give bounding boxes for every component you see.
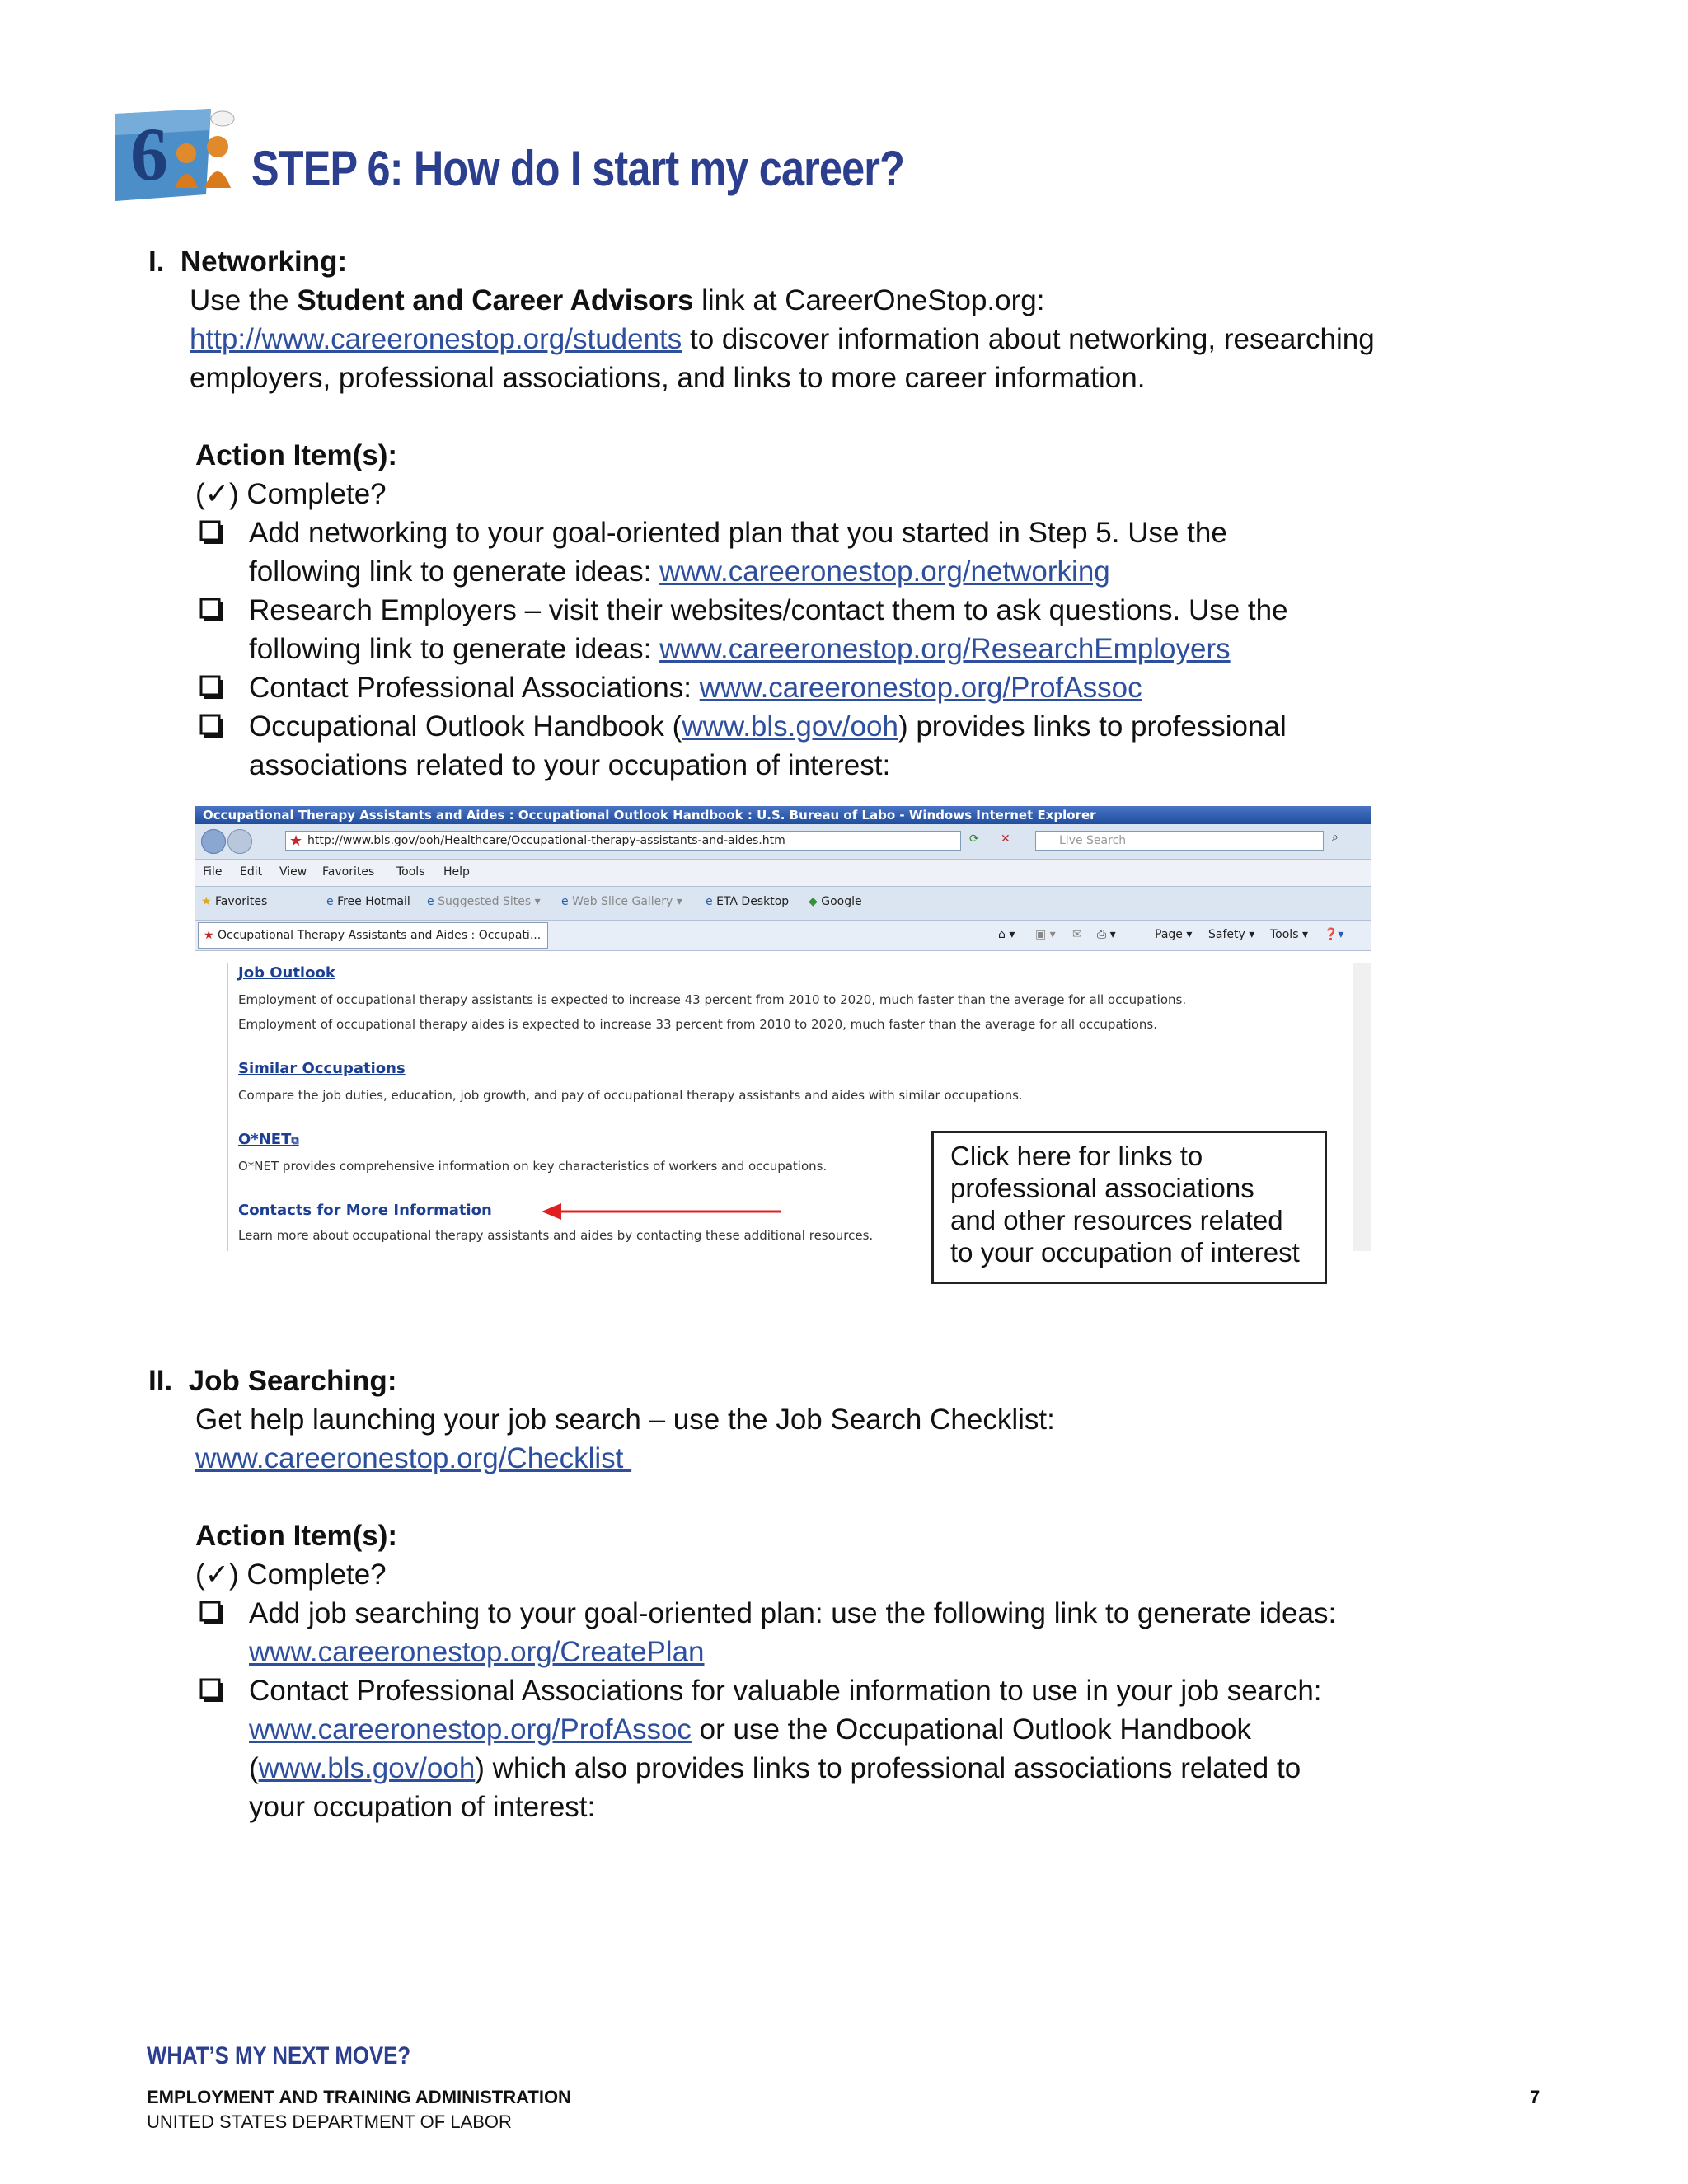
networking-link[interactable]: www.careeronestop.org/networking	[659, 555, 1110, 588]
menu-file[interactable]: File	[203, 865, 223, 879]
checkbox-icon[interactable]	[199, 520, 224, 545]
action-items-heading-2: Action Item(s):	[195, 1520, 397, 1552]
profassoc-link[interactable]: www.careeronestop.org/ProfAssoc	[699, 672, 1142, 704]
profassoc-link-2[interactable]: www.careeronestop.org/ProfAssoc	[249, 1713, 692, 1746]
section-2-intro: Get help launching your job search – use the Job Search Checklist:	[195, 1404, 1055, 1436]
checklist-link[interactable]: www.careeronestop.org/Checklist	[195, 1442, 632, 1474]
section-1-intro-line2: http://www.careeronestop.org/students to discover information about networking, researching	[190, 323, 1375, 355]
search-input[interactable]: Live Search	[1035, 831, 1324, 851]
address-input[interactable]: ★ http://www.bls.gov/ooh/Healthcare/Occupational-therapy-assistants-and-aides.htm	[285, 831, 961, 851]
tab-site-icon: ★	[204, 929, 214, 942]
section-2-heading: II. Job Searching:	[148, 1365, 397, 1397]
browser-tab[interactable]: ★ Occupational Therapy Assistants and Aides : Occupati...	[198, 922, 548, 949]
tab-bar	[195, 921, 1372, 951]
action-items-heading-1: Action Item(s):	[195, 439, 397, 471]
fav-eta-desktop[interactable]: e ETA Desktop	[706, 895, 790, 908]
tools-menu[interactable]: Tools ▾	[1270, 928, 1308, 941]
print-icon[interactable]: ⎙ ▾	[1097, 928, 1116, 941]
external-link-icon: ⧉	[291, 1135, 299, 1147]
back-button[interactable]	[201, 829, 226, 854]
stop-icon[interactable]: ✕	[1001, 832, 1010, 846]
window-title: Occupational Therapy Assistants and Aides : Occupational Outlook Handbook : U.S. Bureau of Labo - Windows Internet Explorer	[195, 806, 1372, 824]
help-icon[interactable]: ❓▾	[1324, 928, 1344, 941]
page-menu[interactable]: Page ▾	[1155, 928, 1193, 941]
checkbox-icon[interactable]	[199, 675, 224, 700]
step-6-logo	[114, 105, 237, 203]
students-link[interactable]: http://www.careeronestop.org/students	[190, 323, 682, 355]
section-1-heading: I. Networking:	[148, 246, 348, 278]
page-number: 7	[1530, 2087, 1540, 2107]
menu-edit[interactable]: Edit	[240, 865, 263, 879]
section-1-intro-line3: employers, professional associations, and links to more career information.	[190, 362, 1146, 394]
menu-bar	[195, 860, 1372, 887]
menu-tools[interactable]: Tools	[396, 865, 425, 879]
mail-icon[interactable]: ✉	[1072, 928, 1082, 941]
checkbox-icon[interactable]	[199, 598, 224, 622]
menu-favorites[interactable]: Favorites	[322, 865, 375, 879]
checkbox-icon[interactable]	[199, 1601, 224, 1625]
safety-menu[interactable]: Safety ▾	[1208, 928, 1255, 941]
fav-hotmail[interactable]: e Free Hotmail	[326, 895, 410, 908]
page-title: STEP 6: How do I start my career?	[251, 141, 905, 196]
ooh-link[interactable]: www.bls.gov/ooh	[682, 710, 898, 743]
menu-help[interactable]: Help	[443, 865, 470, 879]
section-1-intro-line1: Use the Student and Career Advisors link at CareerOneStop.org:	[190, 284, 1045, 316]
checkbox-icon[interactable]	[199, 714, 224, 738]
red-arrow-icon	[542, 1202, 789, 1221]
search-icon[interactable]: ⌕	[1332, 831, 1339, 844]
refresh-icon[interactable]: ⟳	[969, 832, 979, 846]
menu-view[interactable]: View	[279, 865, 307, 879]
favorites-bar	[195, 887, 1372, 921]
footer-org: EMPLOYMENT AND TRAINING ADMINISTRATION	[147, 2087, 571, 2107]
createplan-link[interactable]: www.careeronestop.org/CreatePlan	[249, 1636, 705, 1668]
feeds-icon[interactable]: ▣ ▾	[1035, 928, 1056, 941]
callout-box: Click here for links to professional associations and other resources related to your occupation of interest	[931, 1131, 1327, 1284]
footer-dept: UNITED STATES DEPARTMENT OF LABOR	[147, 2111, 512, 2132]
home-icon[interactable]: ⌂ ▾	[998, 928, 1015, 941]
complete-label-2: (✓) Complete?	[195, 1558, 387, 1591]
ooh-link-2[interactable]: www.bls.gov/ooh	[258, 1752, 476, 1784]
scrollbar[interactable]	[1353, 963, 1372, 1251]
page-content: Job Outlook Employment of occupational therapy assistants is expected to increase 43 percent from 2010 to 2020, much faster than the average for all occupations. Employment of occupational therapy aides is expected to increase 33 percent from 2010 to 2020, much faster than the average for all occupations. Similar Occupations Compare the job duties, education, job growth, and pay of occupational therapy assistants and aides with similar occupations. O*NET⧉ O*NET provides comprehensive information on key characteristics of workers and occupations. Contacts for More Information Learn more about occupational therapy assistants and aides by contacting these additional resources.	[227, 963, 1347, 1251]
fav-google[interactable]: ◆ Google	[809, 895, 862, 908]
checkbox-icon[interactable]	[199, 1678, 224, 1703]
similar-occupations-link[interactable]: Similar Occupations	[238, 1060, 406, 1077]
fav-web-slice-gallery[interactable]: e Web Slice Gallery ▾	[561, 895, 682, 908]
onet-link[interactable]: O*NET⧉	[238, 1131, 299, 1148]
job-outlook-link[interactable]: Job Outlook	[238, 964, 335, 982]
logo-number: 6	[130, 112, 168, 196]
site-icon: ★	[289, 832, 303, 849]
complete-label-1: (✓) Complete?	[195, 478, 387, 510]
address-bar-row	[195, 824, 1372, 860]
fav-suggested-sites[interactable]: e Suggested Sites ▾	[427, 895, 541, 908]
favorites-button[interactable]: ★ Favorites	[201, 895, 268, 908]
forward-button[interactable]	[227, 829, 252, 854]
research-employers-link[interactable]: www.careeronestop.org/ResearchEmployers	[659, 633, 1231, 665]
contacts-more-info-link[interactable]: Contacts for More Information	[238, 1202, 492, 1219]
footer-brand: WHAT’S MY NEXT MOVE?	[147, 2042, 411, 2069]
